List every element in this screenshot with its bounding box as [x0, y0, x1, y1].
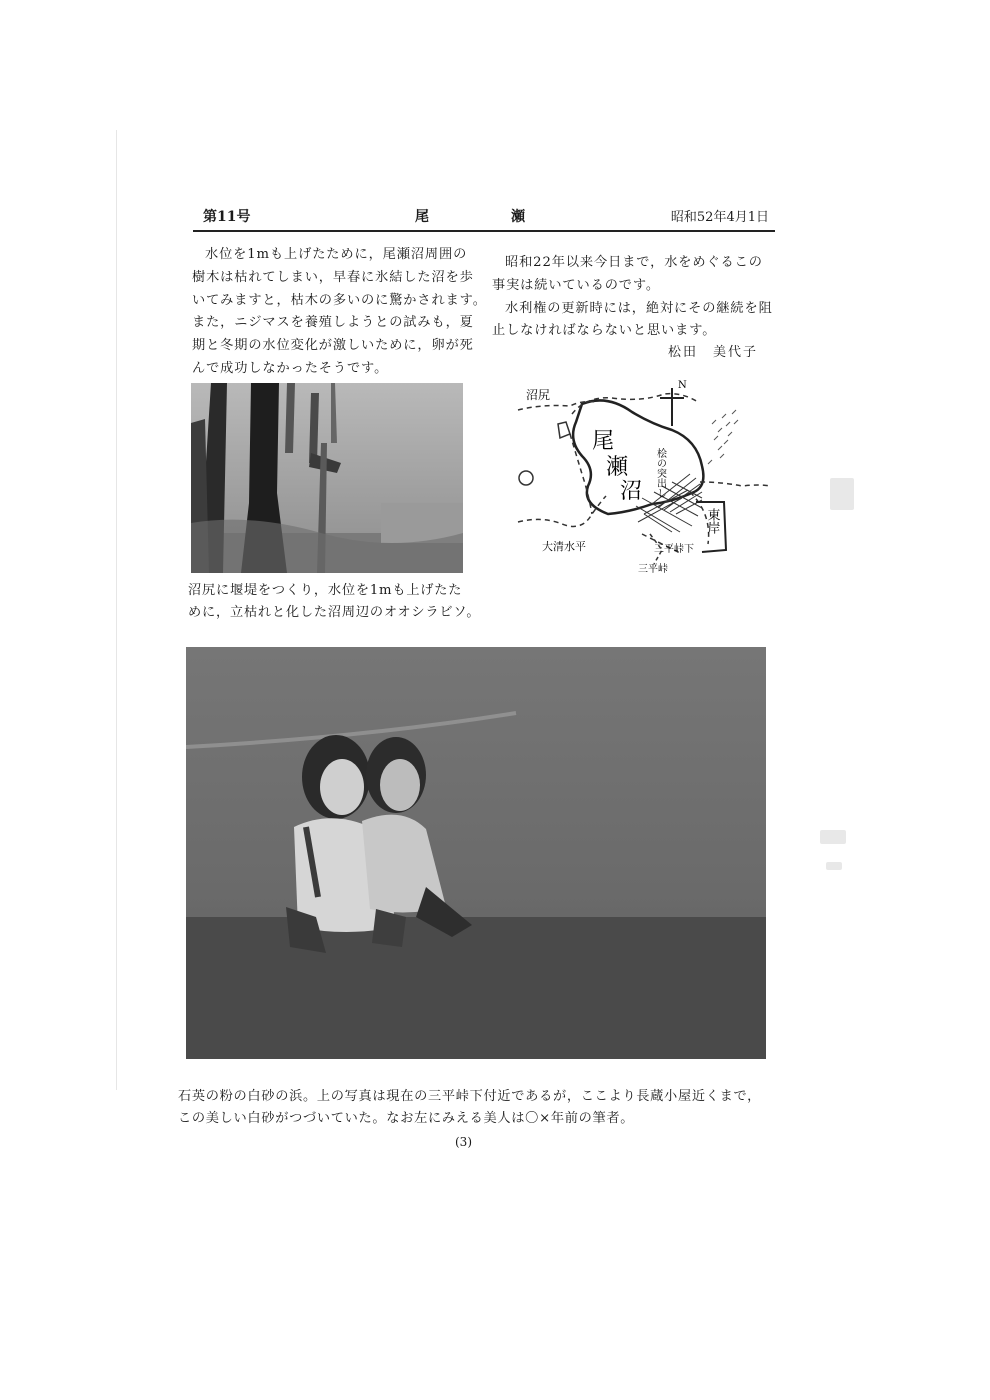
scan-smudge: [826, 862, 842, 870]
newsletter-title-char-2: 瀬: [511, 209, 525, 225]
article-line: 昭和22年以来今日まで，水をめぐるこの: [505, 255, 763, 270]
article-line: 期と冬期の水位変化が激しいために，卵が死: [192, 338, 474, 354]
two-women-on-beach-image: [186, 647, 766, 1059]
dead-trees-image: [191, 383, 463, 573]
map-label-lake-char-3: 沼: [620, 479, 643, 504]
article-line: 事実は続いているのです。: [492, 277, 660, 293]
article-right-column: [492, 252, 782, 343]
article-line: 止しなければならないと思います。: [492, 323, 717, 339]
article-line: また，ニジマスを養殖しようとの試みも，夏: [192, 315, 474, 331]
map-label-sanpei-shita: 三平峠下: [654, 544, 694, 555]
caption-line: めに，立枯れと化した沼周辺のオオシラビソ。: [188, 605, 481, 620]
page-number: (3): [455, 1135, 472, 1149]
photo1-caption: [188, 580, 480, 624]
article-line: んで成功しなかったそうです。: [192, 360, 389, 376]
caption-line: 沼尻に堰堤をつくり，水位を1mも上げたた: [188, 583, 463, 598]
hand-drawn-map: [512, 374, 777, 579]
map-label-north: N: [678, 380, 687, 391]
article-left-column: [192, 244, 492, 381]
dead-trees-photo: [191, 383, 463, 573]
map-label-annotation: 桧の突出し: [654, 448, 666, 498]
issue-date: 昭和52年4月1日: [670, 210, 769, 225]
article-line: いてみますと，枯木の多いのに驚かされます。: [192, 292, 487, 308]
oze-lake-map: [512, 374, 777, 579]
photo2-caption: [178, 1086, 761, 1130]
scan-edge-line: [116, 130, 117, 1090]
map-label-east-shore: 東岸: [704, 508, 720, 534]
issue-number: 第11号: [203, 209, 251, 225]
map-label-numajiri: 沼尻: [526, 388, 551, 402]
map-label-oshimizu: 大清水平: [542, 540, 586, 553]
map-label-sanpei: 三平峠: [638, 564, 668, 575]
masthead: [193, 206, 775, 232]
article-line: 水利権の更新時には，絶対にその継続を阻: [505, 300, 773, 316]
article-line: 樹木は枯れてしまい，早春に氷結した沼を歩: [192, 269, 474, 285]
article-line: 水位を1mも上げたために，尾瀬沼周囲の: [205, 247, 468, 262]
scan-smudge: [830, 478, 854, 510]
white-sand-beach-photo: [186, 647, 766, 1059]
map-label-lake-char-2: 瀬: [606, 455, 629, 480]
caption-line: 石英の粉の白砂の浜。上の写真は現在の三平峠下付近であるが，ここより長蔵小屋近くまで，: [178, 1089, 762, 1104]
newsletter-title-char-1: 尾: [415, 209, 429, 225]
scan-smudge: [820, 830, 846, 844]
caption-line: この美しい白砂がつづいていた。なお左にみえる美人は〇×年前の筆者。: [178, 1111, 635, 1126]
map-label-lake-char-1: 尾: [592, 429, 615, 454]
author-name: 松田 美代子: [668, 345, 759, 360]
